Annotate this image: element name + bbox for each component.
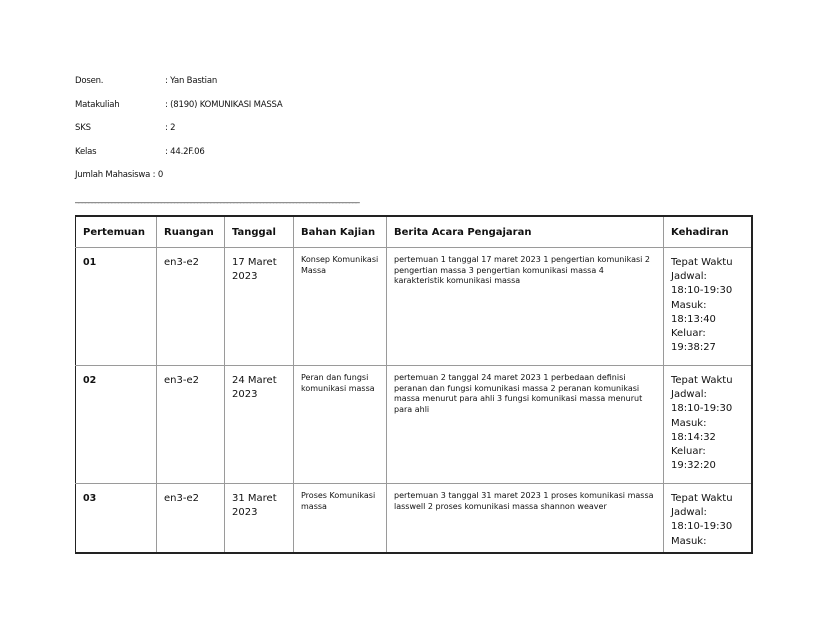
col-header-tanggal: Tanggal [225, 216, 294, 248]
bahan-kajian-cell: Konsep Komunikasi Massa [294, 248, 387, 366]
tanggal-cell: 17 Maret 2023 [225, 248, 294, 366]
jumlah-mahasiswa-value: : 0 [152, 170, 164, 180]
col-header-kehadiran: Kehadiran [664, 216, 752, 248]
kehadiran-cell [664, 248, 752, 366]
keluar-value: 19:38:27 [671, 342, 716, 354]
pertemuan-cell: 01 [76, 248, 157, 366]
separator-line: ______________________________________________________________________________________ [75, 194, 359, 204]
tanggal-cell: 24 Maret 2023 [225, 366, 294, 484]
kelas-label: Kelas [75, 146, 97, 157]
kehadiran-status: Tepat Waktu [671, 493, 733, 504]
jadwal-label: Jadwal: [671, 389, 707, 401]
masuk-label: Masuk: [671, 417, 707, 429]
table-row [76, 366, 752, 484]
bahan-kajian-cell: Proses Komunikasi massa [294, 484, 387, 554]
dosen-value: : Yan Bastian [165, 76, 218, 86]
berita-acara-cell: pertemuan 1 tanggal 17 maret 2023 1 pengertian komunikasi 2 pengertian massa 3 pengertian komunikasi massa 4 karakteristik komunikasi massa [387, 248, 664, 366]
pertemuan-cell: 02 [76, 366, 157, 484]
sks-value: : 2 [165, 123, 176, 133]
jumlah-mahasiswa-label: Jumlah Mahasiswa [75, 170, 151, 180]
col-header-ruangan: Ruangan [157, 216, 225, 248]
berita-acara-cell: pertemuan 2 tanggal 24 maret 2023 1 perbedaan definisi peranan dan fungsi komunikasi massa 2 peranan komunikasi massa menurut para ahli 3 fungsi komunikasi massa menurut para ahli [387, 366, 664, 484]
attendance-table [75, 215, 753, 554]
pertemuan-cell: 03 [76, 484, 157, 554]
masuk-value: 18:13:40 [671, 313, 716, 325]
keluar-label: Keluar: [671, 328, 706, 340]
jadwal-value: 18:10-19:30 [671, 403, 733, 415]
masuk-label: Masuk: [671, 535, 707, 547]
keluar-label: Keluar: [671, 446, 706, 458]
masuk-label: Masuk: [671, 299, 707, 311]
table-header-row [76, 216, 752, 248]
kehadiran-cell [664, 484, 752, 554]
table-row [76, 484, 752, 554]
jadwal-value: 18:10-19:30 [671, 285, 733, 297]
table-row [76, 248, 752, 366]
col-header-bahan-kajian: Bahan Kajian [294, 216, 387, 248]
jadwal-label: Jadwal: [671, 271, 707, 283]
masuk-value: 18:14:32 [671, 431, 716, 443]
kelas-value: : 44.2F.06 [165, 146, 205, 157]
jadwal-value: 18:10-19:30 [671, 521, 733, 533]
keluar-value: 19:32:20 [671, 460, 716, 472]
bahan-kajian-cell: Peran dan fungsi komunikasi massa [294, 366, 387, 484]
matakuliah-value: : (8190) KOMUNIKASI MASSA [165, 99, 283, 110]
jadwal-label: Jadwal: [671, 507, 707, 519]
dosen-label: Dosen. [75, 76, 104, 86]
kehadiran-status: Tepat Waktu [671, 375, 733, 386]
ruangan-cell: en3-e2 [157, 484, 225, 554]
col-header-pertemuan: Pertemuan [76, 216, 157, 248]
col-header-berita-acara: Berita Acara Pengajaran [387, 216, 664, 248]
berita-acara-cell: pertemuan 3 tanggal 31 maret 2023 1 proses komunikasi massa lasswell 2 proses komunikasi massa shannon weaver [387, 484, 664, 554]
ruangan-cell: en3-e2 [157, 248, 225, 366]
tanggal-cell: 31 Maret 2023 [225, 484, 294, 554]
ruangan-cell: en3-e2 [157, 366, 225, 484]
kehadiran-cell [664, 366, 752, 484]
matakuliah-label: Matakuliah [75, 99, 120, 110]
sks-label: SKS [75, 123, 91, 133]
kehadiran-status: Tepat Waktu [671, 257, 733, 268]
